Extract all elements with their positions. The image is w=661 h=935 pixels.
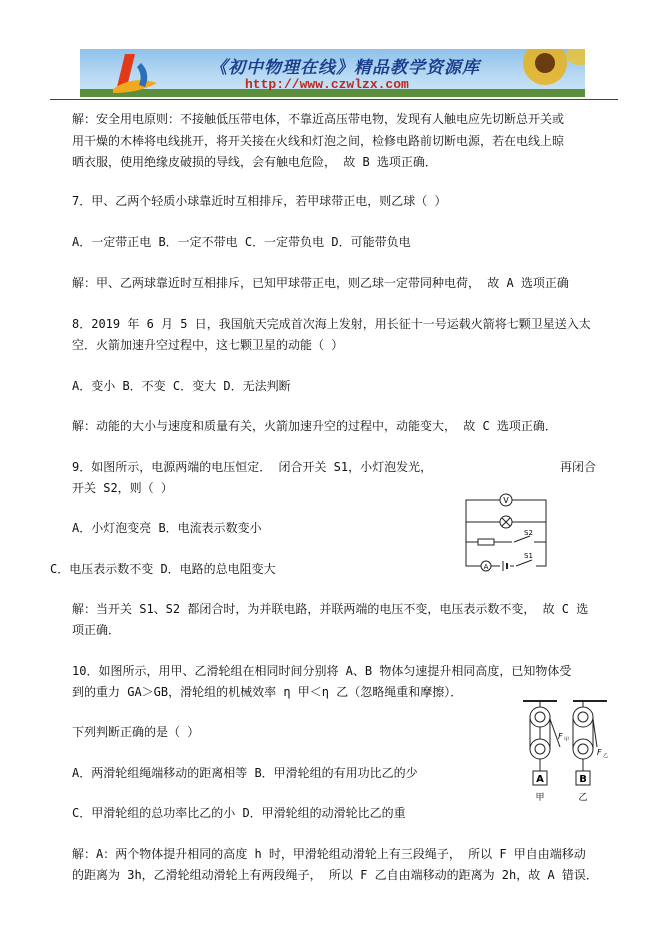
q9-solution-line-1: 解：当开关 S1、S2 都闭合时，为并联电路，并联两端的电压不变，电压表示数不变， 故 C 选 — [72, 602, 589, 616]
header-banner — [80, 49, 585, 97]
q8-solution: 解：动能的大小与速度和质量有关，火箭加速升空的过程中，动能变大， 故 C 选项正确． — [72, 419, 557, 433]
voltmeter-icon — [500, 494, 512, 506]
force-jia-label: F — [558, 732, 563, 741]
force-jia-sub: 甲 — [564, 737, 570, 743]
q10-pulley-diagram — [515, 697, 625, 805]
svg-text:S2: S2 — [524, 529, 533, 537]
caption-jia: 甲 — [535, 793, 545, 803]
q6-solution-line-1: 解：安全用电原则：不接触低压带电体，不靠近高压带电物，发现有人触电应先切断总开关或 — [72, 112, 565, 126]
banner-title: 《初中物理在线》精品教学资源库 — [210, 58, 480, 78]
banner-url: http://www.czwlzx.com — [245, 77, 409, 92]
svg-text:V: V — [503, 496, 509, 505]
q10-options-ab: A．两滑轮组绳端移动的距离相等 B．甲滑轮组的有用功比乙的少 — [72, 766, 418, 780]
force-yi-sub: 乙 — [603, 753, 609, 759]
q9-stem-line-2: 开关 S2，则（ ） — [72, 481, 173, 495]
q8-stem-line-2: 空．火箭加速升空过程中，这七颗卫星的动能（ ） — [72, 338, 344, 352]
q10-options-cd: C．甲滑轮组的总功率比乙的小 D．甲滑轮组的动滑轮比乙的重 — [72, 806, 406, 820]
q9-options-ab: A．小灯泡变亮 B．电流表示数变小 — [72, 521, 262, 535]
q8-stem-line-1: 8．2019 年 6 月 5 日，我国航天完成首次海上发射，用长征十一号运载火箭将七颗卫星送入太 — [72, 317, 591, 331]
q9-stem-line-1: 9．如图所示，电源两端的电压恒定． 闭合开关 S1，小灯泡发光， — [72, 460, 433, 474]
q9-solution-line-2: 项正确． — [72, 623, 121, 637]
switch-s1-icon — [514, 552, 536, 570]
block-b-label: B — [579, 774, 587, 785]
q9-stem-line-1-tail: 再闭合 — [560, 460, 597, 474]
q7-stem: 7．甲、乙两个轻质小球靠近时互相排斥，若甲球带正电，则乙球（ ） — [72, 194, 447, 208]
svg-text:A: A — [483, 563, 489, 571]
svg-text:S1: S1 — [524, 552, 533, 560]
header-divider — [50, 99, 618, 100]
caption-yi: 乙 — [578, 793, 588, 803]
force-yi-label: F — [597, 748, 602, 757]
battery-icon — [500, 561, 510, 571]
q10-stem-line-1: 10．如图所示，用甲、乙滑轮组在相同时间分别将 A、B 物体匀速提升相同高度，已知物体受 — [72, 664, 572, 678]
q10-prompt: 下列判断正确的是（ ） — [72, 725, 200, 739]
q9-circuit-diagram — [458, 490, 554, 574]
q8-options: A．变小 B．不变 C．变大 D．无法判断 — [72, 379, 291, 393]
resistor-icon — [478, 539, 494, 545]
q9-options-cd: C．电压表示数不变 D．电路的总电阻变大 — [50, 562, 276, 576]
q7-solution: 解：甲、乙两球靠近时互相排斥，已知甲球带正电，则乙球一定带同种电荷， 故 A 选项正确 — [72, 276, 569, 290]
q10-solution-line-1: 解：A：两个物体提升相同的高度 h 时，甲滑轮组动滑轮上有三段绳子， 所以 F 甲自由端移动 — [72, 847, 586, 861]
ammeter-icon — [481, 561, 491, 571]
q10-stem-line-2: 到的重力 GA＞GB，滑轮组的机械效率 η 甲＜η 乙（忽略绳重和摩擦）． — [72, 685, 463, 699]
switch-s2-icon — [512, 529, 534, 545]
q6-solution-line-3: 晒衣服，使用绝缘皮破损的导线，会有触电危险， 故 B 选项正确． — [72, 155, 437, 169]
pulley-set-yi — [573, 701, 597, 785]
block-a-label: A — [536, 774, 544, 785]
q6-solution-line-2: 用干燥的木棒将电线挑开，将开关接在火线和灯泡之间，检修电路前切断电源，若在电线上晾 — [72, 134, 565, 148]
pulley-set-jia — [530, 701, 560, 785]
q10-solution-line-2: 的距离为 3h，乙滑轮组动滑轮上有两段绳子， 所以 F 乙自由端移动的距离为 2h，故 A 错误． — [72, 868, 598, 882]
q7-options: A．一定带正电 B．一定不带电 C．一定带负电 D．可能带负电 — [72, 235, 411, 249]
lamp-icon — [500, 516, 512, 528]
logo-icon — [105, 49, 165, 97]
